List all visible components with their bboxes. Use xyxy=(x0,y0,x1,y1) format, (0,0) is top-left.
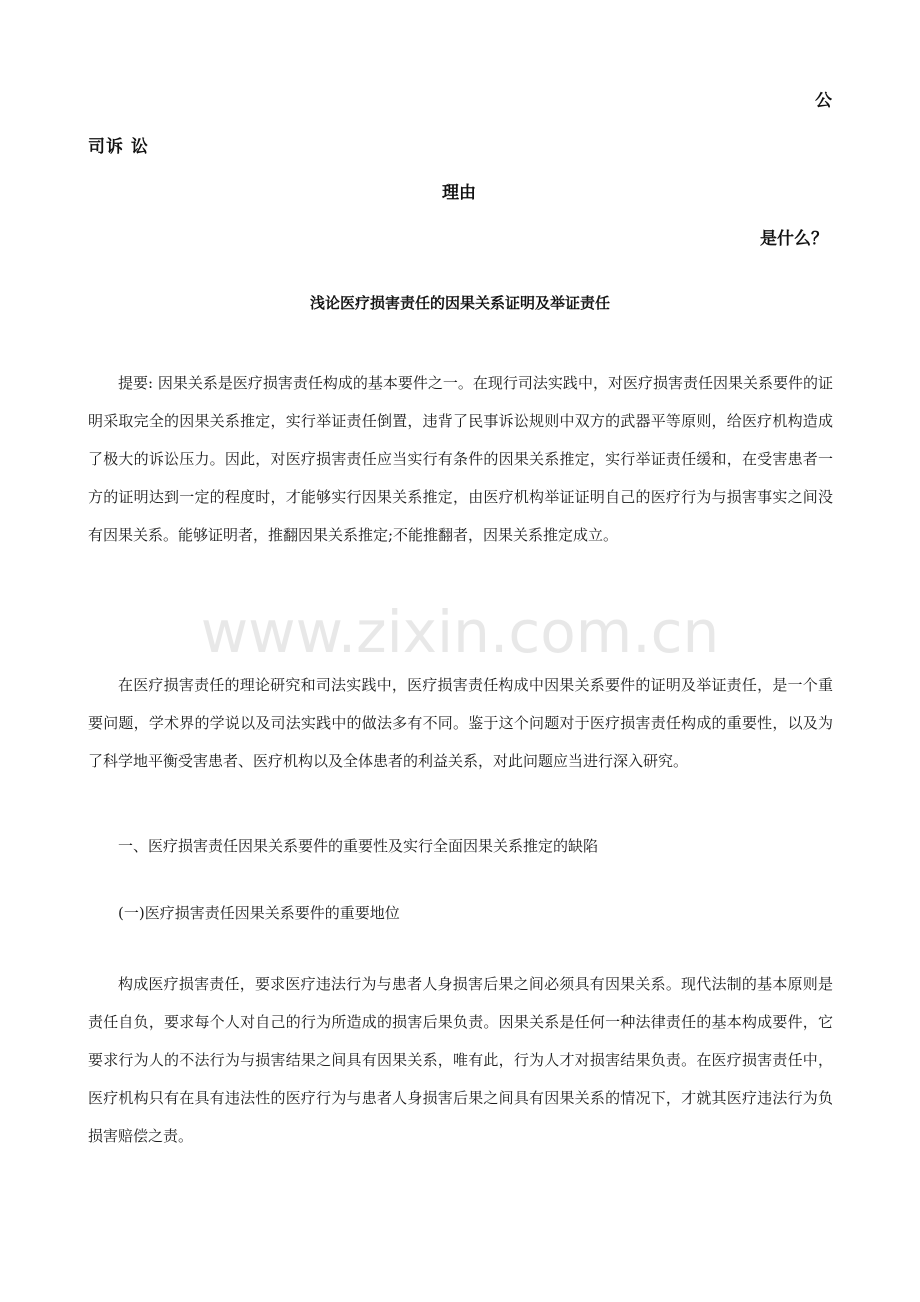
title-fragment-1: 公 xyxy=(815,91,832,111)
title-fragment-2: 司诉 讼 xyxy=(88,137,149,157)
body-paragraph-1: 构成医疗损害责任，要求医疗违法行为与患者人身损害后果之间必须具有因果关系。现代法制的基本原则是责任自负，要求每个人对自己的行为所造成的损害后果负责。因果关系是任何一种法律责任的基本构成要件，它要求行为人的不法行为与损害结果之间具有因果关系，唯有此，行为人才对损害结果负责。在医疗损害责任中，医疗机构只有在具有违法性的医疗行为与患者人身损害后果之间具有因果关系的情况下，才就其医疗违法行为负损害赔偿之责。 xyxy=(88,975,833,1145)
abstract-paragraph: 提要: 因果关系是医疗损害责任构成的基本要件之一。在现行司法实践中，对医疗损害责任因果关系要件的证明采取完全的因果关系推定，实行举证责任倒置，违背了民事诉讼规则中双方的武器平等原则，给医疗机构造成了极大的诉讼压力。因此，对医疗损害责任应当实行有条件的因果关系推定，实行举证责任缓和，在受害患者一方的证明达到一定的程度时，才能够实行因果关系推定，由医疗机构举证证明自己的医疗行为与损害事实之间没有因果关系。能够证明者，推翻因果关系推定;不能推翻者，因果关系推定成立。 xyxy=(88,374,833,544)
section-heading-1: 一、医疗损害责任因果关系要件的重要性及实行全面因果关系推定的缺陷 xyxy=(118,837,599,855)
title-fragment-3: 理由 xyxy=(442,183,476,203)
document-title: 浅论医疗损害责任的因果关系证明及举证责任 xyxy=(309,294,610,312)
intro-paragraph: 在医疗损害责任的理论研究和司法实践中，医疗损害责任构成中因果关系要件的证明及举证责任，是一个重要问题，学术界的学说以及司法实践中的做法多有不同。鉴于这个问题对于医疗损害责任构成的重要性，以及为了科学地平衡受害患者、医疗机构以及全体患者的利益关系，对此问题应当进行深入研究。 xyxy=(88,676,833,770)
subsection-heading-1-1: (一)医疗损害责任因果关系要件的重要地位 xyxy=(118,904,400,922)
title-fragment-4: 是什么？ xyxy=(760,229,828,249)
watermark: www.zixin.com.cn xyxy=(200,598,720,666)
